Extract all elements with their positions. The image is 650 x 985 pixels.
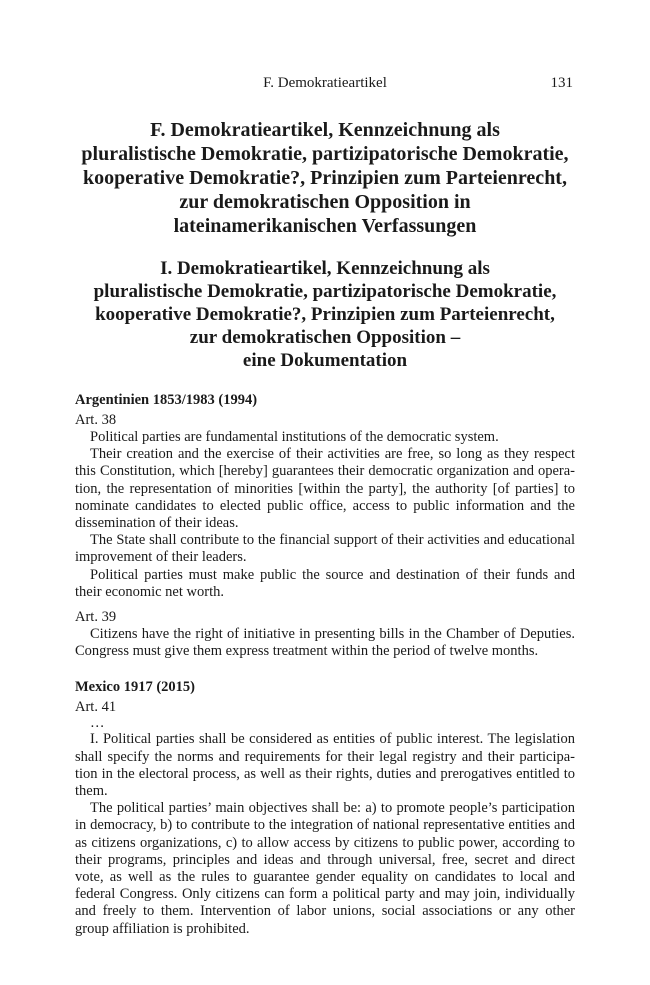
article-paragraph: I. Political parties shall be considered as entities of public interest. The legislation shall specify the norms and requirements for their legal registry and their participation in the electoral process, as well as their rights, duties and prerogatives entitled to them. xyxy=(75,731,575,800)
document-page xyxy=(75,75,575,938)
article-label-38: Art. 38 xyxy=(75,412,117,428)
article-paragraph: The State shall contribute to the financial support of their activities and educational improvement of their leaders. xyxy=(75,532,575,566)
running-title: F. Demokratieartikel xyxy=(263,75,387,91)
chapter-title-line: lateinamerikanischen Verfassungen xyxy=(173,215,477,237)
article-label-41: Art. 41 xyxy=(75,699,117,716)
article-label-39: Art. 39 xyxy=(75,609,117,626)
running-header xyxy=(75,75,575,95)
article-paragraph: Citizens have the right of initiative in presenting bills in the Chamber of Deputies. Congress must give them express treatment within the period of twelve months. xyxy=(75,626,575,660)
chapter-title-line: F. Demokratieartikel, Kennzeichnung als xyxy=(150,119,500,141)
article-paragraph: Political parties must make public the source and destination of their funds and their economic net worth. xyxy=(75,566,575,600)
page-number: 131 xyxy=(550,75,573,91)
section-title-line: kooperative Demokratie?, Prinzipien zum Parteienrecht, xyxy=(95,304,555,325)
section-title-line: I. Demokratieartikel, Kennzeichnung als xyxy=(160,258,490,279)
country-heading-argentina: Argentinien 1853/1983 (1994) xyxy=(75,392,258,408)
chapter-title-line: zur demokratischen Opposition in xyxy=(179,191,471,213)
section-title-line: zur demokratischen Opposition – xyxy=(189,327,461,348)
article-paragraph: The political parties’ main objectives shall be: a) to promote people’s participation in democracy, b) to contribute to the integration of national representative entities and as citizens organizations, c) to allow access by citizens to public power, according to their programs, principles and ideas and through universal, free, secret and direct vote, as well as the rules to guarantee gender equality on candidates to local and federal Congress. Only citizens can form a political party and may join, individually and freely to them. Intervention of labor unions, social associations or any other group affiliation is prohibited. xyxy=(75,800,575,937)
article-paragraph: Political parties are fundamental institutions of the democratic system. xyxy=(90,429,499,445)
chapter-title xyxy=(75,118,575,238)
country-heading-mexico: Mexico 1917 (2015) xyxy=(75,679,195,696)
section-title-line: pluralistische Demokratie, partizipatorische Demokratie, xyxy=(93,281,557,302)
omission-ellipsis: … xyxy=(90,715,105,732)
chapter-title-line: kooperative Demokratie?, Prinzipien zum Parteienrecht, xyxy=(83,167,567,189)
section-title xyxy=(75,257,575,372)
article-paragraph: Their creation and the exercise of their activities are free, so long as they respect this Constitution, which [hereby] guarantees their democratic organization and operation, the representation of minorities [within the party], the authority [of parties] to nominate candidates to elected public office, access to public information and the dissemination of their ideas. xyxy=(75,446,575,532)
section-title-line: eine Dokumentation xyxy=(242,350,408,371)
chapter-title-line: pluralistische Demokratie, partizipatorische Demokratie, xyxy=(81,143,569,165)
